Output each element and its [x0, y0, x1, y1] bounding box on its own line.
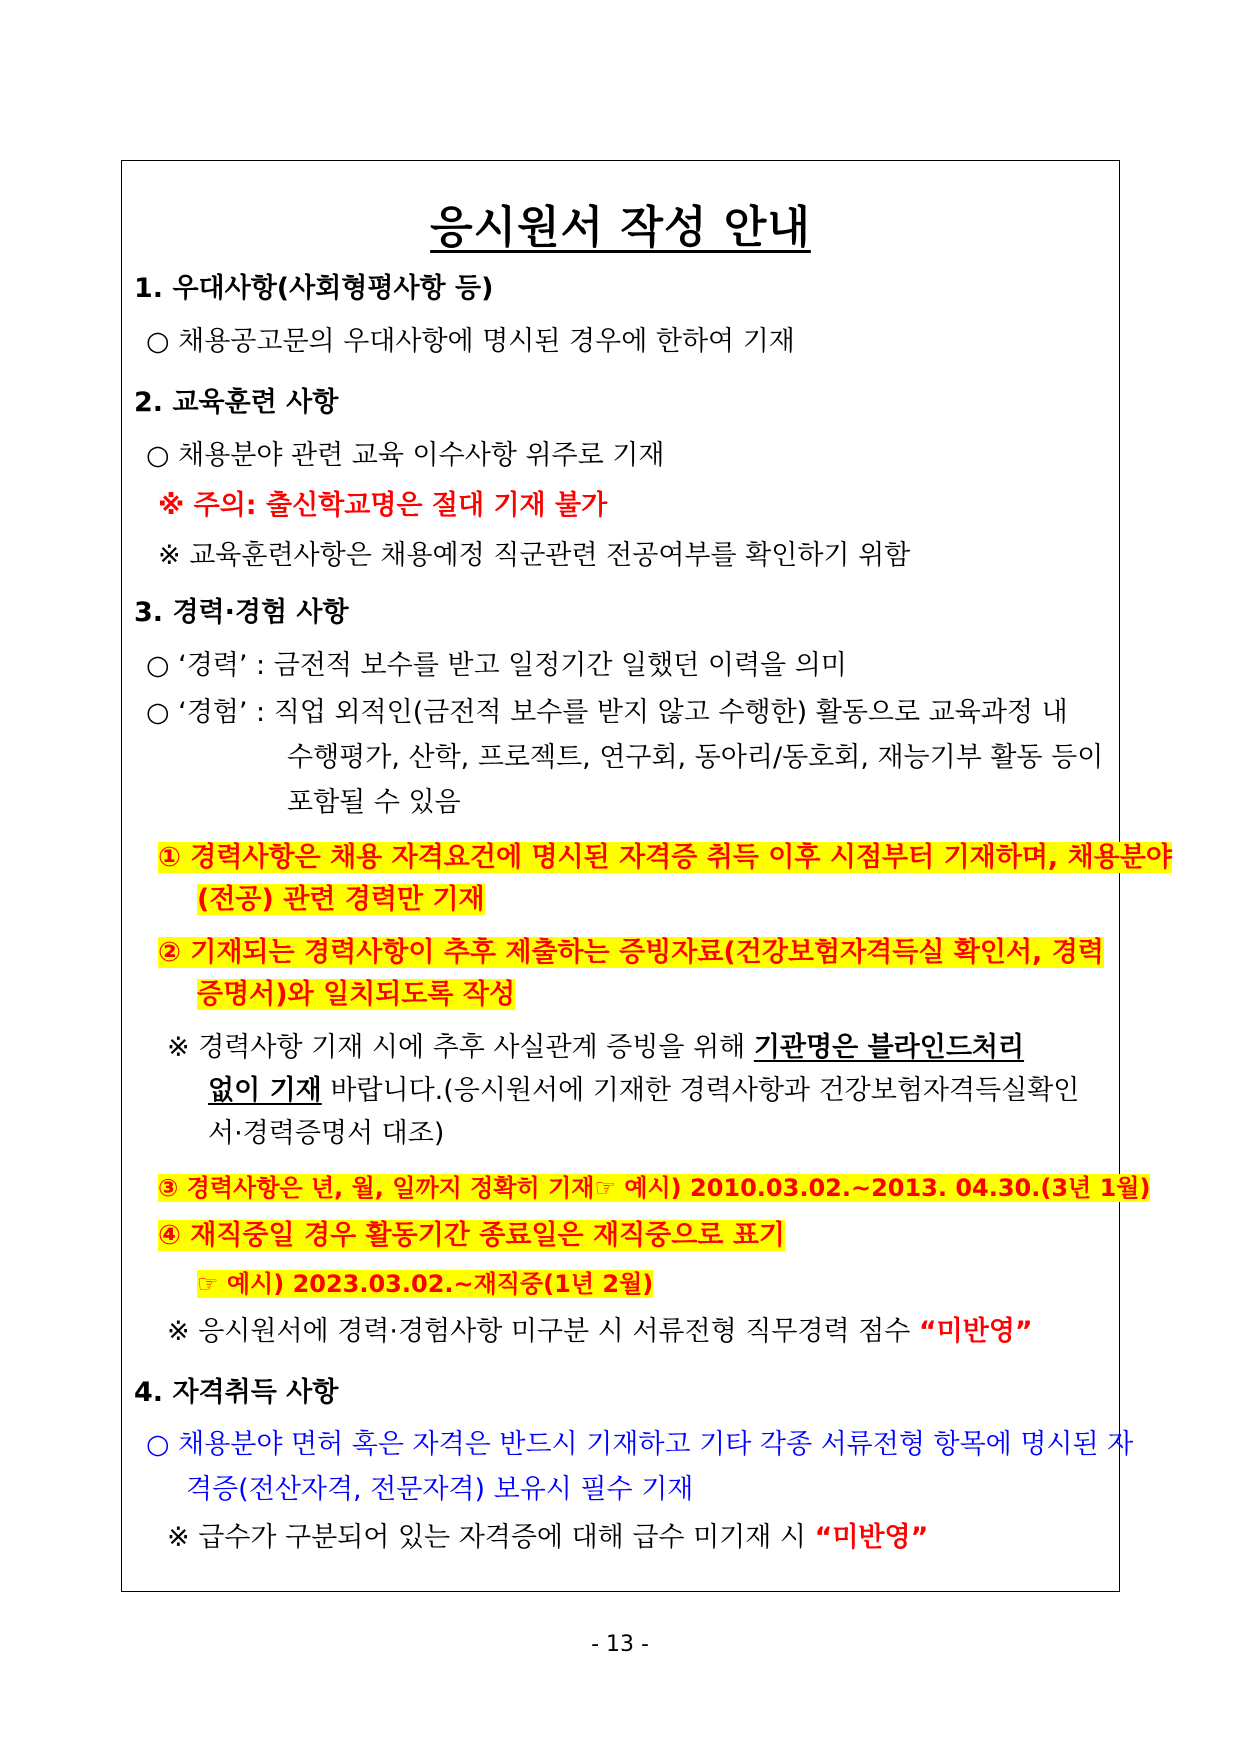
career-note-line2: 없이 기재 바랍니다.(응시원서에 기재한 경력사항과 건강보험자격득실확인 [208, 1075, 1080, 1106]
license-rule-line2: 격증(전산자격, 전문자격) 보유시 필수 기재 [186, 1474, 694, 1505]
section-4-heading: 4. 자격취득 사항 [134, 1377, 339, 1408]
license-rule-line1: ○ 채용분야 면허 혹은 자격은 반드시 기재하고 기타 각종 서류전형 항목에 명시된 자 [146, 1429, 1134, 1460]
experience-note: ※ 응시원서에 경력·경험사항 미구분 시 서류전형 직무경력 점수 “미반영” [167, 1316, 1033, 1347]
career-note-line3: 서·경력증명서 대조) [208, 1118, 445, 1149]
career-rule-1-line1: ① 경력사항은 채용 자격요건에 명시된 자격증 취득 이후 시점부터 기재하며, 채용분야 [158, 842, 1172, 873]
section-2-item: ○ 채용분야 관련 교육 이수사항 위주로 기재 [146, 440, 665, 471]
section-2-heading: 2. 교육훈련 사항 [134, 387, 339, 418]
experience-definition-line1: ○ ‘경험’ : 직업 외적인(금전적 보수를 받지 않고 수행한) 활동으로 교육과정 내 [146, 697, 1068, 728]
section-2-warning: ※ 주의: 출신학교명은 절대 기재 불가 [158, 490, 608, 521]
page-title: 응시원서 작성 안내 [430, 202, 811, 253]
content-box [121, 160, 1172, 1592]
career-rule-2-line2: 증명서)와 일치되도록 작성 [197, 979, 516, 1010]
experience-definition-line2: 수행평가, 산학, 프로젝트, 연구회, 동아리/동호회, 재능기부 활동 등이 [287, 742, 1104, 773]
license-note: ※ 급수가 구분되어 있는 자격증에 대해 급수 미기재 시 “미반영” [167, 1522, 929, 1553]
experience-definition-line3: 포함될 수 있음 [287, 787, 461, 818]
career-rule-3: ③ 경력사항은 년, 월, 일까지 정확히 기재☞ 예시) 2010.03.02.~2013. 04.30.(3년 1월) [158, 1174, 1151, 1202]
section-2-note: ※ 교육훈련사항은 채용예정 직군관련 전공여부를 확인하기 위함 [158, 540, 911, 571]
section-1-heading: 1. 우대사항(사회형평사항 등) [134, 273, 494, 304]
career-rule-4-example: ☞ 예시) 2023.03.02.~재직중(1년 2월) [197, 1270, 654, 1298]
career-definition: ○ ‘경력’ : 금전적 보수를 받고 일정기간 일했던 이력을 의미 [146, 650, 847, 681]
section-3-heading: 3. 경력·경험 사항 [134, 597, 349, 628]
section-1-item: ○ 채용공고문의 우대사항에 명시된 경우에 한하여 기재 [146, 326, 795, 357]
career-rule-4: ④ 재직중일 경우 활동기간 종료일은 재직중으로 표기 [158, 1220, 785, 1251]
career-note-line1: ※ 경력사항 기재 시에 추후 사실관계 증빙을 위해 기관명은 블라인드처리 [167, 1032, 1025, 1063]
page-number: - 13 - [591, 1632, 649, 1657]
career-rule-1-line2: (전공) 관련 경력만 기재 [197, 884, 485, 915]
career-rule-2-line1: ② 기재되는 경력사항이 추후 제출하는 증빙자료(건강보험자격득실 확인서, 경력 [158, 937, 1104, 968]
